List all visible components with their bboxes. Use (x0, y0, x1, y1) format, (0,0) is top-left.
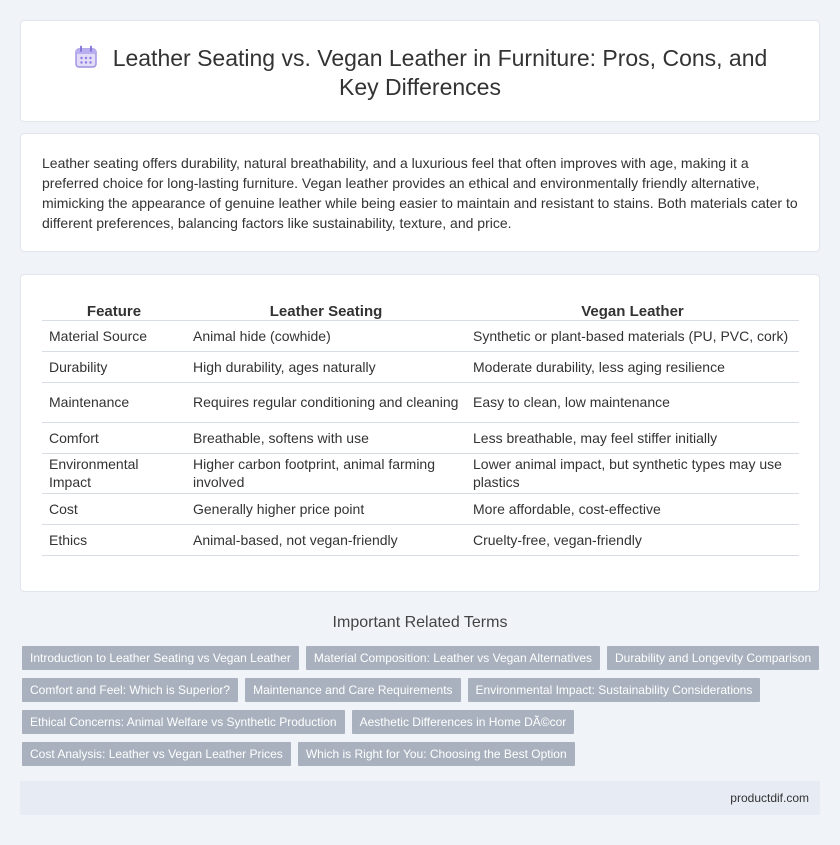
tag-row (22, 710, 822, 734)
table-cell: More affordable, cost-effective (466, 493, 799, 524)
table-cell: Cost (42, 493, 186, 524)
intro-card (20, 133, 820, 252)
tag-row (22, 742, 822, 766)
related-term-link[interactable]: Introduction to Leather Seating vs Vegan Leather (22, 646, 299, 670)
comparison-card (20, 274, 820, 592)
table-row (42, 320, 799, 351)
table-cell: Durability (42, 351, 186, 382)
table-cell: Environmental Impact (42, 453, 186, 493)
related-term-link[interactable]: Environmental Impact: Sustainability Considerations (468, 678, 761, 702)
tag-row (22, 646, 822, 670)
table-row (42, 493, 799, 524)
header-card (20, 20, 820, 122)
table-row (42, 382, 799, 422)
table-cell: Comfort (42, 422, 186, 453)
related-terms-title: Important Related Terms (332, 614, 508, 631)
column-header-leather: Leather Seating (186, 294, 466, 320)
table-cell: Requires regular conditioning and cleaning (186, 382, 466, 422)
related-term-link[interactable]: Maintenance and Care Requirements (245, 678, 460, 702)
footer-site-link[interactable]: productdif.com (730, 791, 809, 805)
tag-row (22, 678, 822, 702)
page-title: Leather Seating vs. Vegan Leather in Furniture: Pros, Cons, and Key Differences (112, 45, 768, 100)
table-cell: Animal hide (cowhide) (186, 320, 466, 351)
comparison-table (42, 294, 799, 556)
table-cell: Breathable, softens with use (186, 422, 466, 453)
table-row (42, 351, 799, 382)
related-term-link[interactable]: Material Composition: Leather vs Vegan Alternatives (306, 646, 600, 670)
table-cell: Ethics (42, 524, 186, 555)
table-cell: Moderate durability, less aging resilience (466, 351, 799, 382)
table-cell: Maintenance (42, 382, 186, 422)
table-cell: Cruelty-free, vegan-friendly (466, 524, 799, 555)
related-term-link[interactable]: Comfort and Feel: Which is Superior? (22, 678, 238, 702)
table-row (42, 422, 799, 453)
table-header-row (42, 294, 799, 320)
column-header-feature: Feature (42, 294, 186, 320)
related-term-link[interactable]: Ethical Concerns: Animal Welfare vs Synthetic Production (22, 710, 345, 734)
table-cell: Easy to clean, low maintenance (466, 382, 799, 422)
footer (20, 781, 820, 815)
related-term-link[interactable]: Durability and Longevity Comparison (607, 646, 819, 670)
title-wrap (61, 44, 779, 102)
table-cell: Higher carbon footprint, animal farming involved (186, 453, 466, 493)
table-cell: Synthetic or plant-based materials (PU, PVC, cork) (466, 320, 799, 351)
table-cell: Material Source (42, 320, 186, 351)
calendar-icon (73, 44, 99, 70)
table-cell: Generally higher price point (186, 493, 466, 524)
related-terms-list (22, 646, 822, 774)
intro-paragraph: Leather seating offers durability, natural breathability, and a luxurious feel that often improves with age, making it a preferred choice for long-lasting furniture. Vegan leather provides an ethical and environmentally friendly alternative, mimicking the appearance of genuine leather while being easier to maintain and resistant to stains. Both materials cater to different preferences, balancing factors like sustainability, texture, and price. (42, 155, 798, 231)
table-row (42, 524, 799, 555)
table-cell: High durability, ages naturally (186, 351, 466, 382)
table-cell: Lower animal impact, but synthetic types may use plastics (466, 453, 799, 493)
related-term-link[interactable]: Cost Analysis: Leather vs Vegan Leather Prices (22, 742, 291, 766)
related-term-link[interactable]: Aesthetic Differences in Home DÃ©cor (352, 710, 575, 734)
table-cell: Less breathable, may feel stiffer initially (466, 422, 799, 453)
table-cell: Animal-based, not vegan-friendly (186, 524, 466, 555)
table-row (42, 453, 799, 493)
column-header-vegan: Vegan Leather (466, 294, 799, 320)
related-term-link[interactable]: Which is Right for You: Choosing the Best Option (298, 742, 575, 766)
